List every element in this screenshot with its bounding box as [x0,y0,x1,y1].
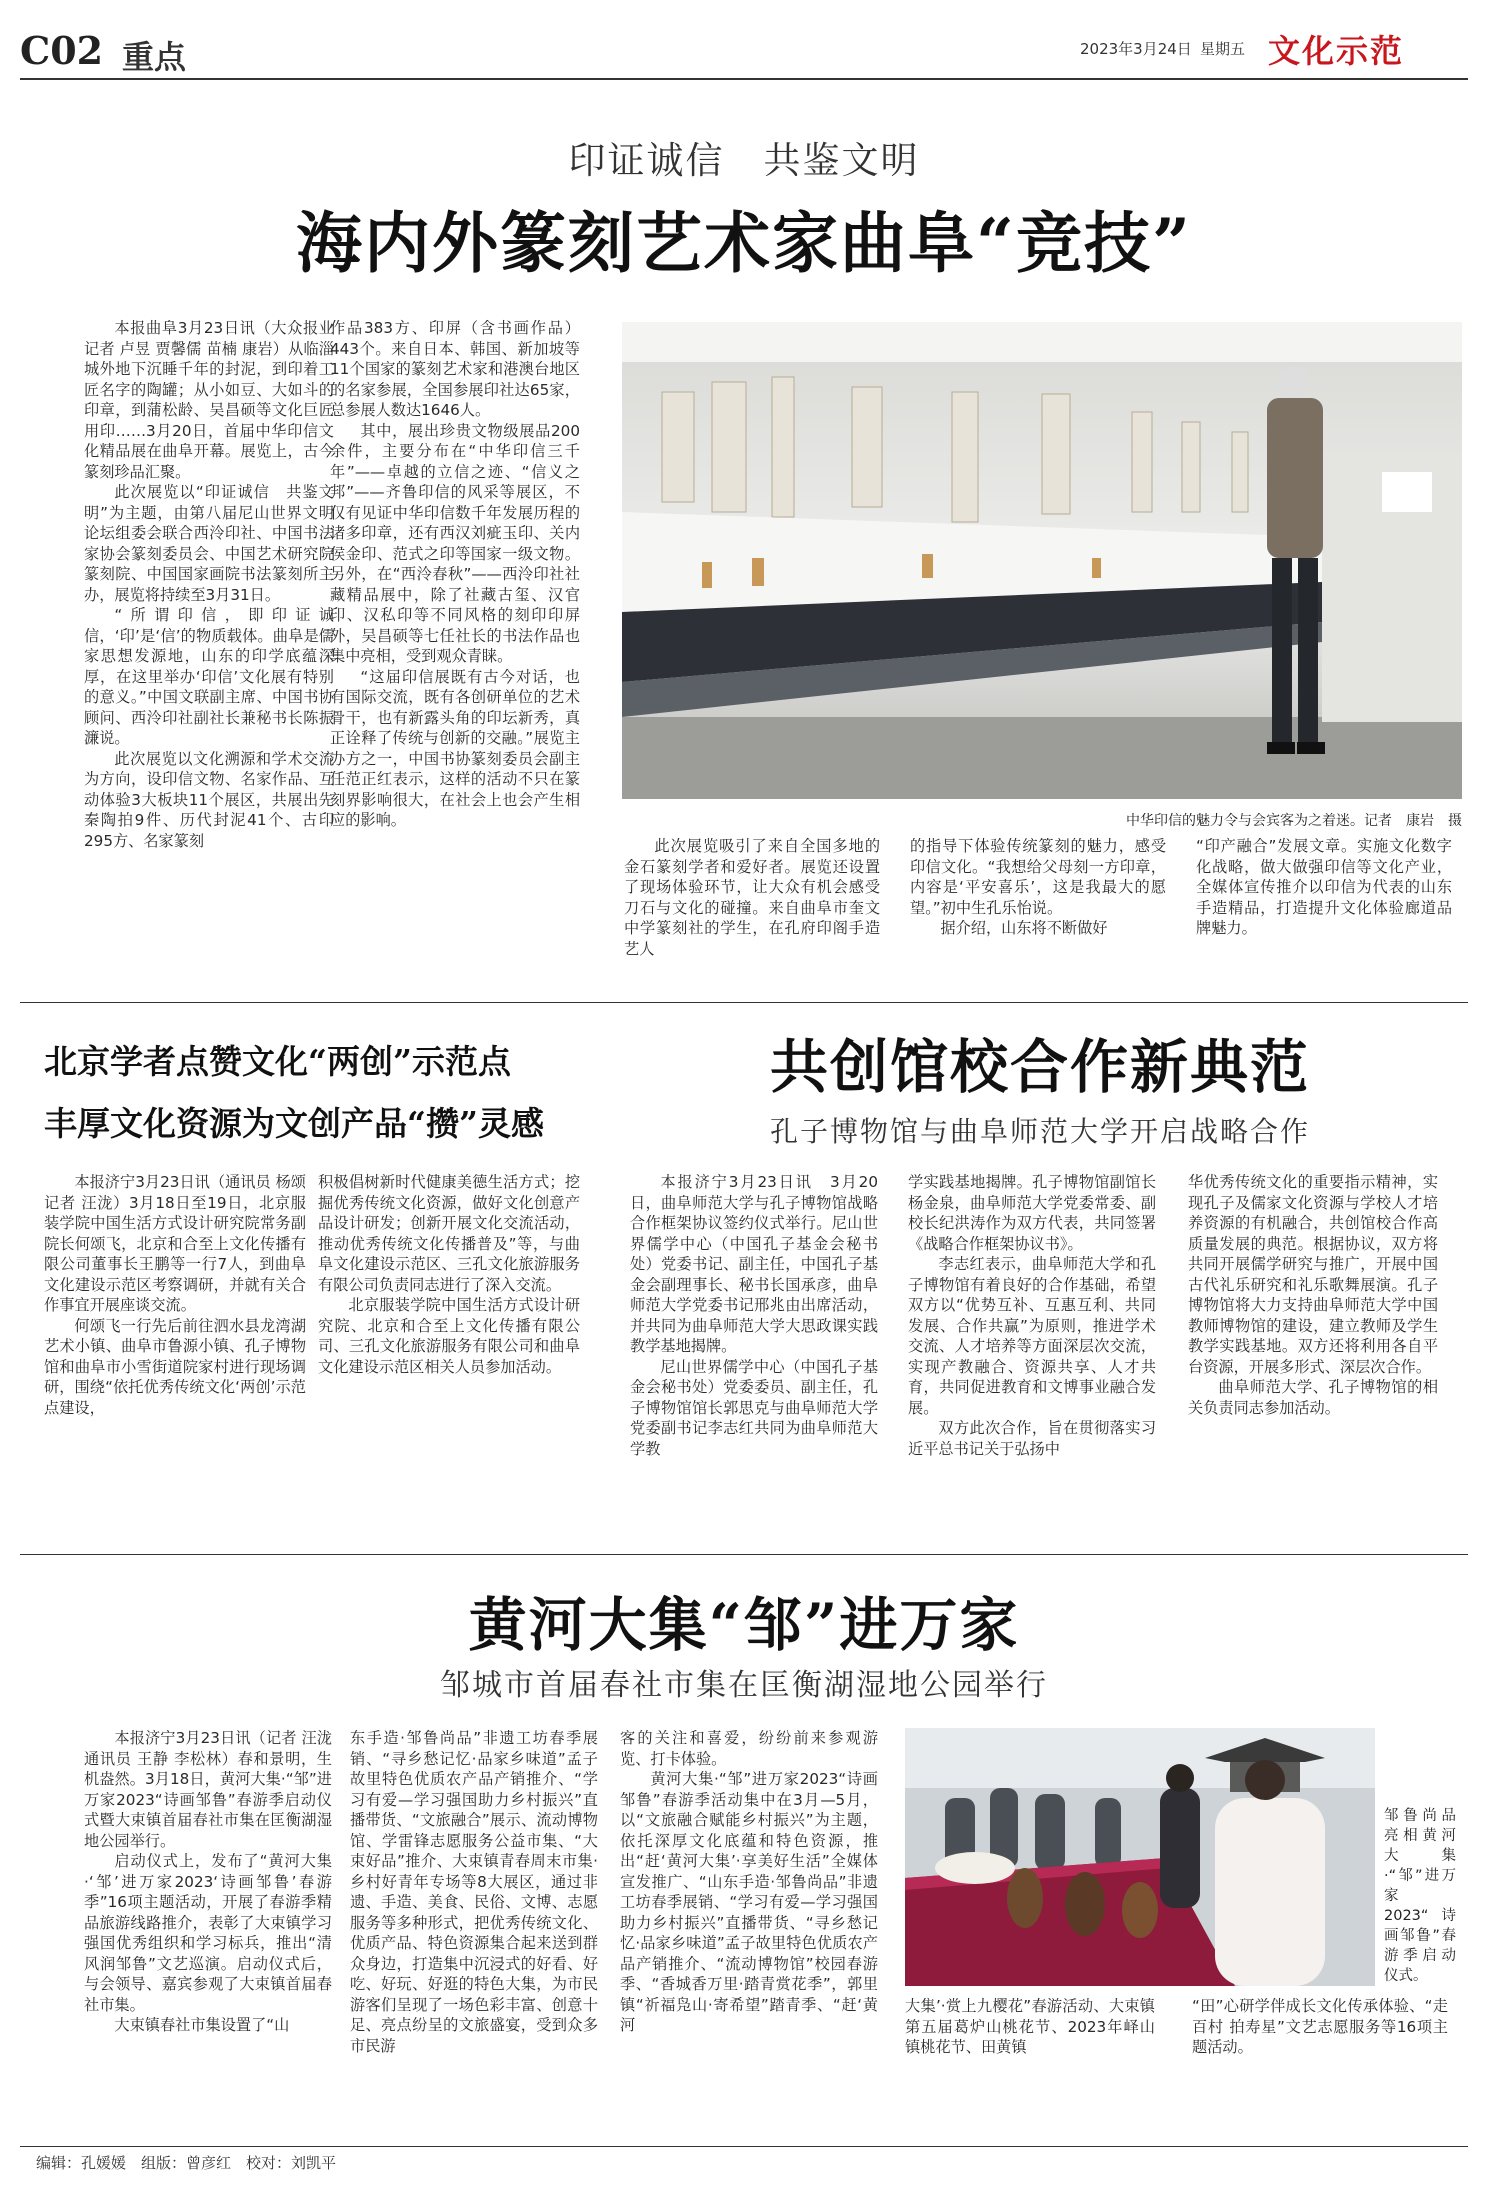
article3-c2-p1: 学实践基地揭牌。孔子博物馆副馆长杨金泉，曲阜师范大学党委常委、副校长纪洪涛作为双方代表，共同签署《战略合作框架协议书》。 [908,1173,1156,1253]
market-photo-caption: 邹鲁尚品亮相黄河大集·“邹”进万家2023“诗画邹鲁”春游季启动仪式。 [1384,1808,1456,1984]
article3-c3-p1: 华优秀传统文化的重要指示精神，实现孔子及儒家文化资源与学校人才培养资源的有机融合，共创馆校合作高质量发展的典范。根据协议，双方将共同开展儒学研究与推广，开展中国古代礼乐研究和礼乐歌舞展演。孔子博物馆将大力支持曲阜师范大学中国教师博物馆的建设，建立教师及学生教学实践基地。双方还将利用各自平台资源，开展多形式、深层次合作。 [1188,1173,1438,1376]
article2-column-2 [318,1172,580,1377]
article1-c1-p4: 此次展览以文化溯源和学术交流为方向，设印信文物、名家作品、互动体验3大板块11个展区，共展出先秦陶拍9件、历代封泥41个、古印295方、名家篆刻 [84,749,334,850]
article1-column-3 [624,836,880,959]
article4-column-1 [84,1728,332,2036]
article4-c3-p2: 黄河大集·“邹”进万家2023“诗画邹鲁”春游季活动集中在3月—5月，以“文旅融合赋能乡村振兴”为主题，依托深厚文化底蕴和特色资源，推出“赶‘黄河大集’·享美好生活”全媒体宣发推广、“山东手造·邹鲁尚品”非遗工坊春季展销、“学习有爱—学习强国助力乡村振兴”直播带货、“寻乡愁记忆·品家乡味道”孟子故里特色优质农产品产销推介、“流动博物馆”校园春游季、“香城香万里·踏青赏花季”，郭里镇“祈福凫山·寄希望”踏青季、“赶‘黄河 [620,1770,878,2034]
masthead-logo: 文化示范 [1268,32,1405,70]
article2-c2-p2: 北京服装学院中国生活方式设计研究院、北京和合至上文化传播有限公司、三孔文化旅游服务有限公司和曲阜文化建设示范区相关人员参加活动。 [318,1296,580,1376]
article1-column-5 [1196,836,1452,939]
market-photo [905,1728,1375,1986]
article4-c3-p1: 客的关注和喜爱，纷纷前来参观游览、打卡体验。 [620,1729,878,1768]
article4-c1-p1: 本报济宁3月23日讯（记者 汪泷 通讯员 王静 李松林）春和景明，生机盎然。3月18日，黄河大集·“邹”进万家2023“诗画邹鲁”春游季启动仪式暨大束镇首届春社市集在匡衡湖湿地公园举行。 [84,1729,332,1850]
exhibition-photo-image [622,322,1462,799]
article2-column-1 [44,1172,306,1418]
article4-column-5 [1192,1996,1448,2058]
article4-title: 黄河大集“邹”进万家 [468,1591,1020,1659]
market-photo-image [905,1728,1375,1986]
article1-c4-p2: 据介绍，山东将不断做好 [940,919,1108,937]
footer-credits: 编辑：孔媛媛 组版：曾彦红 校对：刘凯平 [36,2154,337,2172]
article3-c2-p2: 李志红表示，曲阜师范大学和孔子博物馆有着良好的合作基础，希望双方以“优势互补、互惠互利、共同发展、合作共赢”为原则，推进学术交流、人才培养等方面深层次交流，实现产教融合、资源共享、人才共育，共同促进教育和文博事业融合发展。 [908,1255,1156,1417]
article1-column-2 [330,318,580,831]
article3-c1-p2: 尼山世界儒学中心（中国孔子基金会秘书处）党委委员、副主任，孔子博物馆馆长郭思克与曲阜师范大学党委副书记李志红共同为曲阜师范大学教 [630,1357,878,1458]
article3-column-3 [1188,1172,1438,1418]
divider-1 [20,1002,1468,1003]
header-rule [20,78,1468,80]
article2-title-line1: 北京学者点赞文化“两创”示范点 [44,1042,511,1081]
article3-column-2 [908,1172,1156,1459]
article3-column-1 [630,1172,878,1459]
article1-c1-p2: 此次展览以“印证诚信 共鉴文明”为主题，由第八届尼山世界文明论坛组委会联合西泠印社、中国书法家协会篆刻委员会、中国艺术研究院篆刻院、中国国家画院书法篆刻所主办，展览将持续至3月31日。 [84,483,334,604]
article1-c2-p1: 作品383方、印屏（含书画作品）443个。来自日本、韩国、新加坡等11个国家的篆刻艺术家和港澳台地区的名家参展，全国参展印社达65家，总参展人数达1646人。 [330,319,580,419]
page-code: C02 [20,28,104,73]
article3-c1-p1: 本报济宁3月23日讯 3月20日，曲阜师范大学与孔子博物馆战略合作框架协议签约仪式举行。尼山世界儒学中心（中国孔子基金会秘书处）党委书记、副主任，中国孔子基金会副理事长、秘书长国承彦，曲阜师范大学党委书记邢兆由出席活动，并共同为曲阜师范大学大思政课实践教学基地揭牌。 [630,1173,878,1355]
article4-c2-p1: 东手造·邹鲁尚品”非遗工坊春季展销、“寻乡愁记忆·品家乡味道”孟子故里特色优质农产品产销推介、“学习有爱—学习强国助力乡村振兴”直播带货、“文旅融合”展示、流动博物馆、学雷锋志愿服务公益市集、“大束好品”推介、大束镇青春周末市集·乡村好青年专场等8大展区，通过非遗、手造、美食、民俗、文博、志愿服务等多种形式，把优秀传统文化、优质产品、特色资源集合起来送到群众身边，打造集中沉浸式的好看、好吃、好玩、好逛的特色大集，为市民游客们呈现了一场色彩丰富、创意十足、亮点纷呈的文旅盛宴，受到众多市民游 [350,1729,598,2055]
article2-c1-p2: 何颂飞一行先后前往泗水县龙湾湖艺术小镇、曲阜市鲁源小镇、孔子博物馆和曲阜市小雪街道院家村进行现场调研，围绕“依托优秀传统文化‘两创’示范点建设， [44,1316,306,1417]
article1-c1-p3: “所谓印信，即印证诚信，‘印’是‘信’的物质载体。曲阜是儒家思想发源地，山东的印学底蕴深厚，在这里举办‘印信’文化展有特别的意义。”中国文联副主席、中国书协顾问、西泠印社副社长兼秘书长陈振濂说。 [84,606,334,747]
article4-subtitle: 邹城市首届春社市集在匡衡湖湿地公园举行 [440,1668,1048,1703]
divider-2 [20,1554,1468,1555]
article4-column-2 [350,1728,598,2056]
section-name: 重点 [122,38,187,76]
exhibition-photo-caption: 中华印信的魅力令与会宾客为之着迷。记者 康岩 摄 [1126,813,1462,829]
article4-column-3 [620,1728,878,2036]
article3-c3-p2: 曲阜师范大学、孔子博物馆的相关负责同志参加活动。 [1188,1378,1438,1417]
article3-c2-p3: 双方此次合作，旨在贯彻落实习近平总书记关于弘扬中 [908,1419,1156,1458]
article1-c4-p1: 的指导下体验传统篆刻的魅力，感受印信文化。“我想给父母刻一方印章，内容是‘平安喜乐’，这是我最大的愿望。”初中生孔乐怡说。 [910,837,1166,917]
issue-weekday: 星期五 [1200,40,1246,58]
article1-c2-p3: “这届印信展既有古今对话，也有国际交流，既有各创研单位的艺术骨干，也有新露头角的印坛新秀，真正诠释了传统与创新的交融。”展览主办方之一，中国书协篆刻委员会副主任范正红表示，这样的活动不只在篆刻界影响很大，在社会上也会产生相应的影响。 [330,667,580,829]
article2-title-line2: 丰厚文化资源为文创产品“攒”灵感 [44,1104,544,1143]
article1-c1-p1: 本报曲阜3月23日讯（大众报业记者 卢昱 贾馨儒 苗楠 康岩）从临淄城外地下沉睡千年的封泥，到印着工匠名字的陶罐；从小如豆、大如斗的印章，到蒲松龄、吴昌硕等文化巨匠用印……3月20日，首届中华印信文化精品展在曲阜开幕。展览上，古今篆刻珍品汇聚。 [84,319,334,481]
article3-title: 共创馆校合作新典范 [769,1033,1310,1101]
article1-column-4 [910,836,1166,939]
article4-c1-p3: 大束镇春社市集设置了“山 [114,2016,290,2034]
article1-column-1 [84,318,334,851]
article3-subtitle: 孔子博物馆与曲阜师范大学开启战略合作 [769,1115,1310,1148]
article4-column-4 [905,1996,1155,2058]
article1-c5-p1: “印产融合”发展文章。实施文化数字化战略，做大做强印信等文化产业，全媒体宣传推介以印信为代表的山东手造精品，打造提升文化体验廊道品牌魅力。 [1196,837,1452,937]
issue-date: 2023年3月24日 [1080,40,1192,58]
article4-c1-p2: 启动仪式上，发布了“黄河大集·‘邹’进万家2023‘诗画邹鲁’春游季”16项主题活动，开展了春游季精品旅游线路推介，表彰了大束镇学习强国优秀组织和学习标兵，推出“清风润邹鲁”文艺巡演。启动仪式后，与会领导、嘉宾参观了大束镇首届春社市集。 [84,1852,332,2014]
article1-kicker: 印证诚信 共鉴文明 [568,139,920,182]
article4-c5-p1: “田”心研学伴成长文化传承体验、“走百村 拍寿星”文艺志愿服务等16项主题活动。 [1192,1997,1448,2056]
article2-c1-p1: 本报济宁3月23日讯（通讯员 杨颂 记者 汪泷）3月18日至19日，北京服装学院中国生活方式设计研究院常务副院长何颂飞，北京和合至上文化传播有限公司董事长王鹏等一行7人，到曲阜文化建设示范区考察调研，并就有关合作事宜开展座谈交流。 [44,1173,306,1314]
exhibition-photo [622,322,1462,799]
article1-c3-p1: 此次展览吸引了来自全国多地的金石篆刻学者和爱好者。展览还设置了现场体验环节，让大众有机会感受刀石与文化的碰撞。来自曲阜市奎文中学篆刻社的学生，在孔府印阁手造艺人 [624,837,880,958]
article4-c4-p1: 大集’·赏上九樱花”春游活动、大束镇第五届葛炉山桃花节、2023年峄山镇桃花节、田黄镇 [905,1997,1155,2056]
page-header [0,0,1488,76]
footer-rule [20,2146,1468,2147]
article1-c2-p2: 其中，展出珍贵文物级展品200余件，主要分布在“中华印信三千年”——卓越的立信之迹、“信义之邦”——齐鲁印信的风采等展区，不仅有见证中华印信数千年发展历程的诸多印章，还有西汉刘疵玉印、关内侯金印、范式之印等国家一级文物。另外，在“西泠春秋”——西泠印社社藏精品展中，除了社藏古玺、汉官印、汉私印等不同风格的刻印印屏外，吴昌硕等七任社长的书法作品也集中亮相，受到观众青睐。 [330,421,580,665]
article1-title: 海内外篆刻艺术家曲阜“竞技” [296,204,1192,282]
article2-c2-p1: 积极倡树新时代健康美德生活方式；挖掘优秀传统文化资源，做好文化创意产品设计研发；创新开展文化交流活动，推动优秀传统文化传播普及”等，与曲阜文化建设示范区、三孔文化旅游服务有限公司负责同志进行了深入交流。 [318,1173,580,1294]
